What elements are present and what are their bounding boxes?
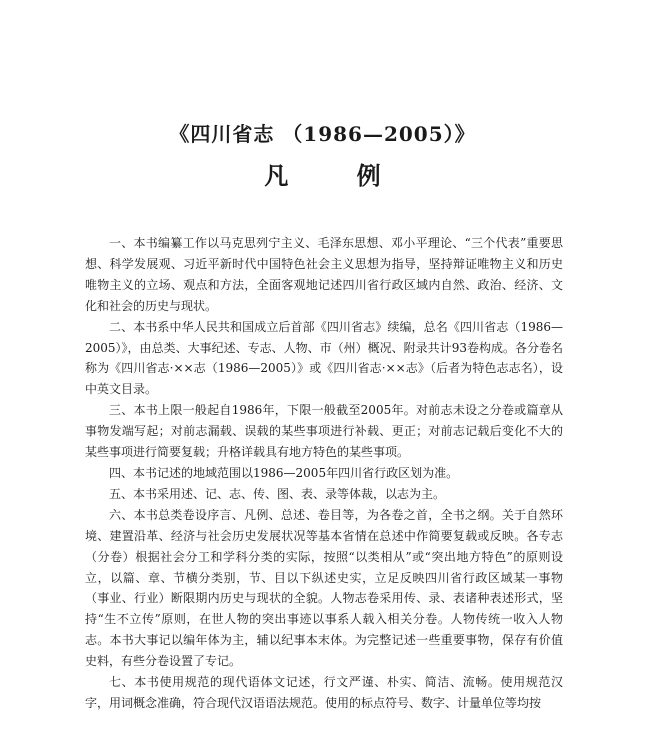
paragraph-1: 一、本书编纂工作以马克思列宁主义、毛泽东思想、邓小平理论、“三个代表”重要思想、科学发展观、习近平新时代中国特色社会主义思想为指导，坚持辩证唯物主义和历史唯物主义的立场、观点和方法，全面客观地记述四川省行政区域内自然、政治、经济、文化和社会的历史与现状。	[85, 236, 563, 313]
document-title: 《四川省志 （1986—2005）》	[169, 122, 476, 146]
document-body	[85, 233, 563, 714]
paragraph-4: 四、本书记述的地域范围以1986—2005年四川省行政区划为准。	[109, 465, 459, 480]
paragraph-5: 五、本书采用述、记、志、传、图、表、录等体裁，以志为主。	[109, 486, 446, 501]
paragraph-3: 三、本书上限一般起自1986年，下限一般截至2005年。对前志未设之分卷或篇章从事物发端写起；对前志漏载、误载的某些事项进行补载、更正；对前志记载后变化不大的某些事项进行简要复载；升格详载具有地方特色的某些事项。	[85, 403, 563, 460]
paragraph-7: 七、本书使用规范的现代语体文记述，行文严谨、朴实、简洁、流畅。使用规范汉字，用词概念准确，符合现代汉语语法规范。使用的标点符号、数字、计量单位等均按	[85, 675, 563, 710]
section-heading: 凡 例	[264, 161, 411, 190]
paragraph-6: 六、本书总类卷设序言、凡例、总述、卷目等，为各卷之首，全书之纲。关于自然环境、建置沿革、经济与社会历史发展状况等基本省情在总述中作简要复载或反映。各专志（分卷）根据社会分工和学科分类的实际，按照“以类相从”或“突出地方特色”的原则设立，以篇、章、节横分类别，节、目以下纵述史实，立足反映四川省行政区域某一事物（事业、行业）断限期内历史与现状的全貌。人物志卷采用传、录、表诸种表述形式，坚持“生不立传”原则，在世人物的突出事迹以事系人载入相关分卷。人物传统一收入人物志。本书大事记以编年体为主，辅以纪事本末体。为完整记述一些重要事物，保存有价值史料，有些分卷设置了专记。	[85, 507, 563, 669]
paragraph-2: 二、本书系中华人民共和国成立后首部《四川省志》续编，总名《四川省志（1986—2005）》，由总类、大事纪述、专志、人物、市（州）概况、附录共计93卷构成。各分卷名称为《四川省志·××志（1986—2005）》或《四川省志·××志》（后者为特色志志名），设中英文目录。	[85, 319, 563, 397]
